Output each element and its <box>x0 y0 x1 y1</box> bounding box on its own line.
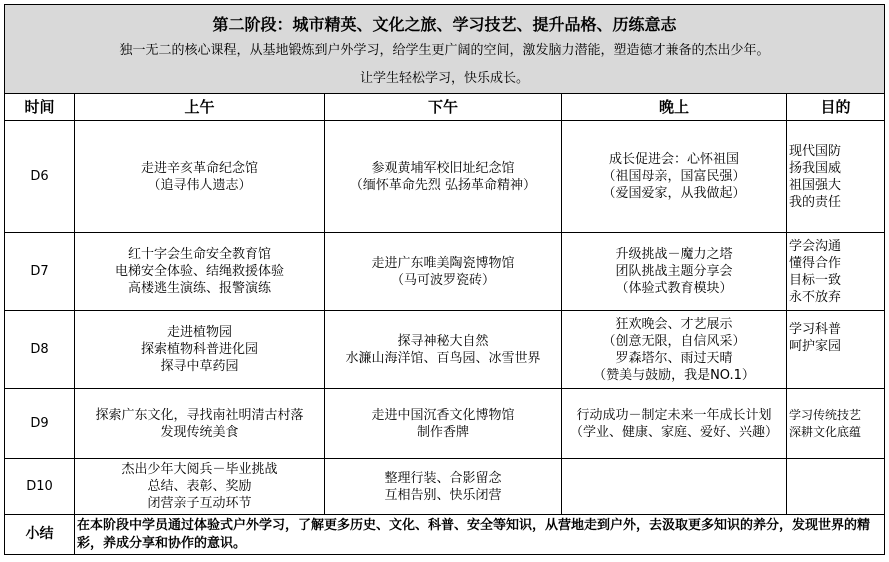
morning-cell <box>75 389 325 459</box>
afternoon-cell <box>325 389 562 459</box>
morning-line: 杰出少年大阅兵－毕业挑战 <box>121 462 278 477</box>
purpose-cell <box>787 121 885 233</box>
purpose-cell <box>787 233 885 311</box>
morning-cell <box>75 121 325 233</box>
morning-line: 电梯安全体验、结绳救援体验 <box>114 264 284 279</box>
afternoon-line: 参观黄埔军校旧址纪念馆 <box>371 160 515 176</box>
day-cell: D6 <box>5 121 75 233</box>
afternoon-line: 整理行装、合影留念 <box>384 470 502 486</box>
purpose-line: 呵护家园 <box>789 339 842 354</box>
column-header-row <box>5 94 885 121</box>
table-row <box>5 121 885 233</box>
col-purpose: 目的 <box>787 94 885 121</box>
afternoon-line: （马可波罗瓷砖） <box>390 272 495 288</box>
purpose-line: 学习科普 <box>789 322 842 337</box>
morning-line: 探索广东文化，寻找南社明清古村落 <box>95 407 304 423</box>
afternoon-cell <box>325 311 562 389</box>
evening-cell <box>562 389 787 459</box>
evening-line: 狂欢晚会、才艺展示 <box>615 316 733 332</box>
evening-line: （体验式教育模块） <box>615 281 733 296</box>
purpose-line: 深耕文化底蕴 <box>789 424 862 439</box>
evening-line: 行动成功－制定未来一年成长计划 <box>576 407 772 423</box>
afternoon-cell <box>325 121 562 233</box>
morning-line: 探寻中草药园 <box>160 359 239 374</box>
purpose-cell <box>787 459 885 515</box>
day-cell: D9 <box>5 389 75 459</box>
summary-label: 小结 <box>5 515 75 555</box>
purpose-line: 学习传统技艺 <box>789 407 862 422</box>
morning-line: 闭营亲子互动环节 <box>147 496 252 511</box>
table-row <box>5 311 885 389</box>
evening-line: （学业、健康、家庭、爱好、兴趣） <box>569 424 778 440</box>
evening-cell <box>562 311 787 389</box>
morning-line: 红十字会生命安全教育馆 <box>127 247 271 262</box>
afternoon-line: 探寻神秘大自然 <box>397 333 489 349</box>
morning-cell <box>75 459 325 515</box>
purpose-cell <box>787 311 885 389</box>
stage-header <box>5 5 885 94</box>
morning-cell <box>75 233 325 311</box>
evening-line: 成长促进会：心怀祖国 <box>608 152 739 167</box>
day-cell: D8 <box>5 311 75 389</box>
morning-line: 走进辛亥革命纪念馆 <box>140 160 258 176</box>
stage-slogan: 让学生轻松学习，快乐成长。 <box>359 71 529 86</box>
morning-line: 总结、表彰、奖励 <box>147 479 252 494</box>
summary-text: 在本阶段中学员通过体验式户外学习，了解更多历史、文化、科普、安全等知识，从营地走到户外，去汲取更多知识的养分，发现世界的精彩，养成分享和协作的意识。 <box>75 515 885 555</box>
afternoon-line: 水濂山海洋馆、百鸟园、冰雪世界 <box>345 350 541 366</box>
evening-line: 罗森塔尔、雨过天晴 <box>615 350 733 366</box>
table-row <box>5 459 885 515</box>
col-time: 时间 <box>5 94 75 121</box>
evening-line: （创意无限，自信风采） <box>602 333 746 349</box>
purpose-line: 学会沟通 <box>789 238 842 254</box>
summary-row <box>5 515 885 555</box>
stage-title: 第二阶段：城市精英、文化之旅、学习技艺、提升品格、历练意志 <box>212 15 677 34</box>
morning-line: 发现传统美食 <box>160 424 239 440</box>
afternoon-line: 走进中国沉香文化博物馆 <box>371 407 515 423</box>
purpose-line: 祖国强大 <box>789 177 842 193</box>
purpose-line: 懂得合作 <box>789 255 842 271</box>
afternoon-line: 互相告别、快乐闭营 <box>384 487 502 503</box>
purpose-cell <box>787 389 885 459</box>
stage-intro: 独一无二的核心课程，从基地锻炼到户外学习，给学生更广阔的空间，激发脑力潜能，塑造德才兼备的杰出少年。 <box>119 43 770 58</box>
schedule-sheet <box>4 4 884 555</box>
morning-line: 探索植物科普进化园 <box>140 342 258 357</box>
col-morning: 上午 <box>75 94 325 121</box>
day-cell: D10 <box>5 459 75 515</box>
afternoon-cell <box>325 233 562 311</box>
evening-cell <box>562 233 787 311</box>
morning-line: 高楼逃生演练、报警演练 <box>127 281 271 296</box>
purpose-line: 永不放弃 <box>789 289 842 305</box>
morning-cell <box>75 311 325 389</box>
afternoon-cell <box>325 459 562 515</box>
evening-line: 团队挑战主题分享会 <box>615 264 733 279</box>
morning-line: （追寻伟人遗志） <box>147 177 252 193</box>
evening-line: （赞美与鼓励，我是NO.1） <box>593 367 755 383</box>
day-cell: D7 <box>5 233 75 311</box>
col-evening: 晚上 <box>562 94 787 121</box>
evening-cell <box>562 459 787 515</box>
evening-line: （祖国母亲，国富民强） <box>602 169 746 184</box>
morning-line: 走进植物园 <box>166 325 232 340</box>
purpose-line: 我的责任 <box>789 194 842 210</box>
table-row <box>5 233 885 311</box>
table-row <box>5 389 885 459</box>
purpose-line: 扬我国威 <box>789 160 842 176</box>
schedule-table <box>4 4 885 555</box>
afternoon-line: 走进广东唯美陶瓷博物馆 <box>371 255 515 271</box>
evening-line: （爱国爱家，从我做起） <box>602 186 746 201</box>
evening-cell <box>562 121 787 233</box>
purpose-line: 现代国防 <box>789 143 842 159</box>
afternoon-line: （缅怀革命先烈 弘扬革命精神） <box>349 177 537 193</box>
evening-line: 升级挑战－魔力之塔 <box>615 247 733 262</box>
purpose-line: 目标一致 <box>789 272 842 288</box>
col-afternoon: 下午 <box>325 94 562 121</box>
afternoon-line: 制作香牌 <box>416 424 469 440</box>
